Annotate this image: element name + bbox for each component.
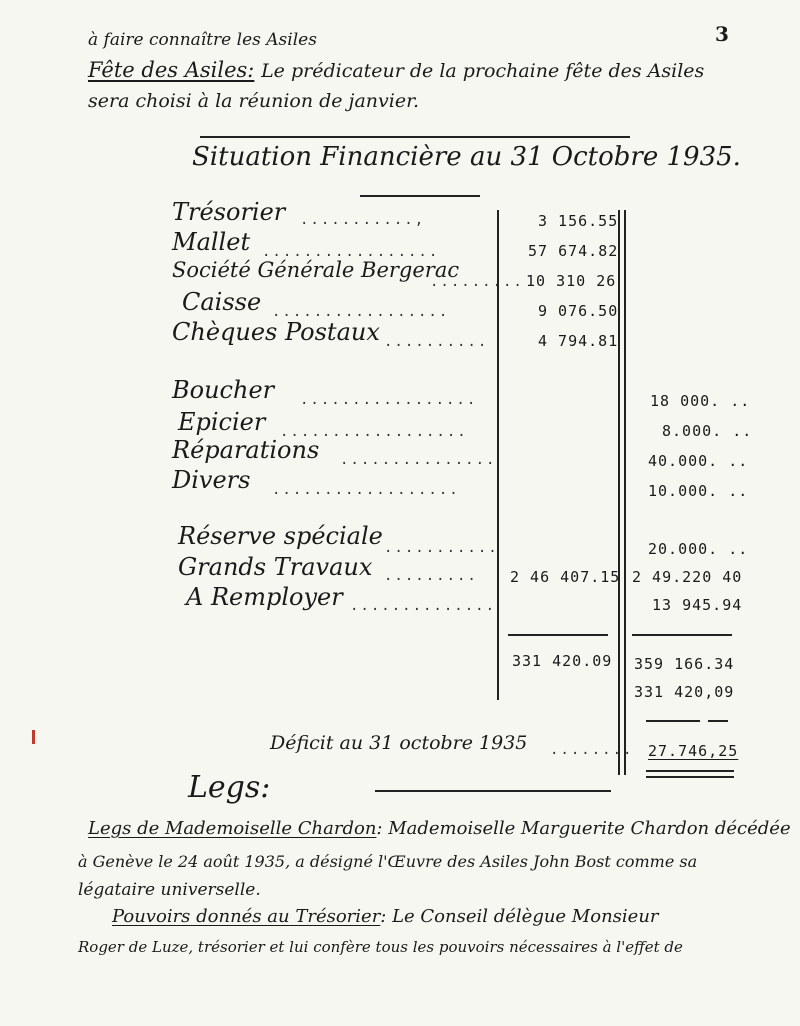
total-col1: 331 420.09 [512,652,613,670]
row-col2-value: 40.000. .. [648,452,749,470]
intro-line-3: sera choisi à la réunion de janvier. [88,90,420,112]
row-label: Boucher [172,376,275,404]
row-col2-value: 10.000. .. [648,482,749,500]
pouvoirs-line-1 [112,906,659,927]
chardon-line-1 [88,818,791,839]
intro-line-1: à faire connaître les Asiles [88,30,317,50]
row-col2-value: 18 000. .. [650,392,751,410]
row-dots: ......... [430,274,524,290]
pouvoirs-label: Pouvoirs donnés au Trésorier [112,906,381,927]
deficit-double-rule-2 [646,776,734,778]
deficit-label: Déficit au 31 octobre 1935 [270,732,528,754]
chardon-line-2: à Genève le 24 août 1935, a désigné l'Œuvre des Asiles John Bost comme sa [78,852,698,871]
row-label: Société Générale Bergerac [172,258,460,282]
row-label: Caisse [182,288,262,316]
row-col1-value: 2 46 407.15 [510,568,621,586]
row-col2-value: 20.000. .. [648,540,749,558]
row-dots: .............. [350,598,497,614]
row-col1-value: 10 310 26 [526,272,617,290]
row-label: A Remployer [186,583,343,611]
row-dots: ................. [300,392,478,408]
title-rule-top [200,136,630,138]
deficit-double-rule-1 [646,770,734,772]
pouvoirs-text-1: : Le Conseil délègue Monsieur [380,906,659,927]
pouvoirs-line-2: Roger de Luze, trésorier et lui confère tous les pouvoirs nécessaires à l'effet de [78,938,683,956]
row-dots: .................. [272,482,460,498]
row-label: Trésorier [172,198,286,226]
fete-text: Le prédicateur de la prochaine fête des Asiles [261,60,705,82]
deficit-rule-b [708,720,728,722]
row-col1-value: 4 794.81 [538,332,619,350]
row-col1-value: 3 156.55 [538,212,619,230]
row-dots: ..........., [300,212,426,228]
row-dots: ................. [272,304,450,320]
sum-rule-col1 [508,634,608,636]
chardon-label: Legs de Mademoiselle Chardon [88,818,377,839]
row-label: Divers [172,466,251,494]
row-label: Chèques Postaux [172,318,380,346]
fete-label: Fête des Asiles: [88,58,255,82]
row-label: Réserve spéciale [178,522,383,550]
row-col1-value: 57 674.82 [528,242,619,260]
legs-rule [375,790,611,792]
deficit-rule-a [646,720,700,722]
page-number: 3 [715,22,729,46]
row-dots: ......... [384,568,478,584]
chardon-line-3: légataire universelle. [78,880,261,900]
total-col2-b: 331 420,09 [634,683,735,701]
financial-title: Situation Financière au 31 Octobre 1935. [192,142,741,172]
row-label: Mallet [172,228,251,256]
row-col2-value: 2 49.220 40 [632,568,743,586]
row-col1-value: 9 076.50 [538,302,619,320]
chardon-text-1: : Mademoiselle Marguerite Chardon décédée [376,818,791,839]
total-col2-a: 359 166.34 [634,655,735,673]
row-label: Epicier [178,408,266,436]
row-label: Grands Travaux [178,553,373,581]
legs-heading: Legs: [188,770,271,805]
row-dots: .................. [280,424,468,440]
intro-line-2 [88,58,704,82]
row-label: Réparations [172,436,320,464]
title-rule-bottom [360,195,480,197]
sum-rule-col2 [632,634,732,636]
row-dots: ............... [340,452,497,468]
ledger-vertical-line-2 [618,210,620,775]
deficit-dots: ........ [550,742,634,758]
row-dots: ........... [384,540,499,556]
deficit-value: 27.746,25 [648,742,739,760]
row-col2-value: 13 945.94 [652,596,743,614]
row-col2-value: 8.000. .. [662,422,753,440]
margin-mark [32,730,35,744]
row-dots: .......... [384,334,489,350]
row-dots: ................. [262,244,440,260]
ledger-vertical-line-3 [624,210,626,775]
